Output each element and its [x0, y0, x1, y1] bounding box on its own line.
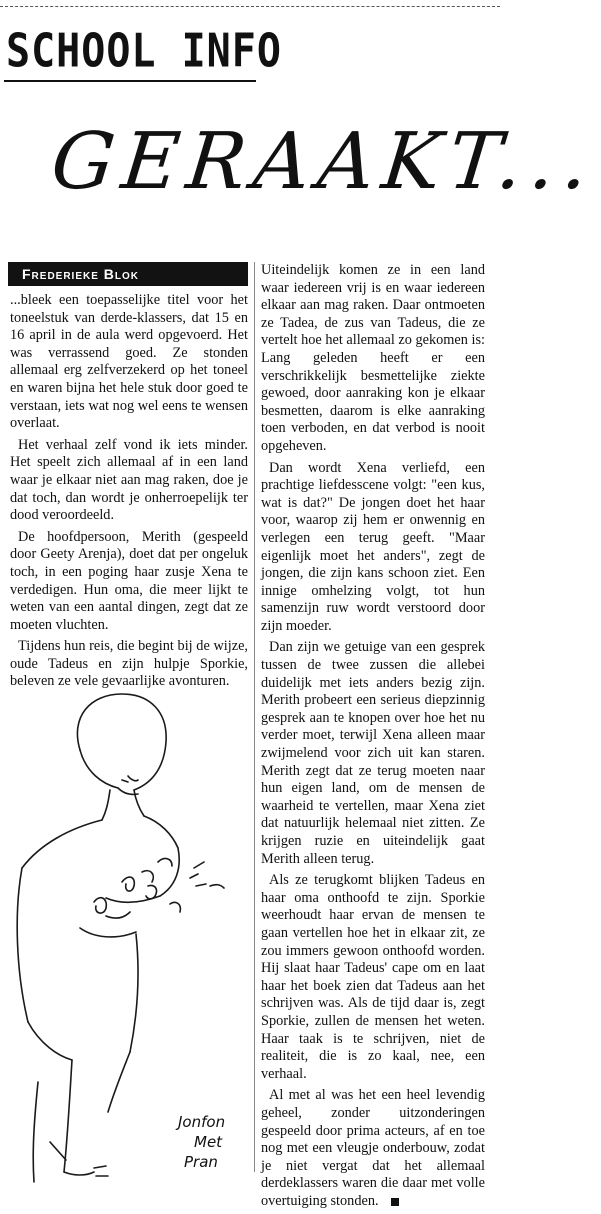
sketch-illustration [10, 672, 255, 1187]
artist-signature [172, 1112, 252, 1172]
author-name: Frederieke Blok [22, 266, 140, 282]
end-of-article-mark [391, 1198, 399, 1206]
paragraph: Dan wordt Xena verliefd, een prachtige liefdesscene volgt: "een kus, wat is dat?" De jongen doet het haar voor, waarop zij hem er onwennig en verlegen een terug geeft. "Maar eigenlijk moet het anders", zegt de jongen, die zijn kans schoon ziet. Een innige omhelzing volgt, tot hun samenzijn ruw wordt verstoord door zijn moeder. [261, 459, 485, 634]
paragraph-text: Al met al was het een heel levendig geheel, zonder uitzonderingen gespeeld door prima acteurs, af en toe nog met een vleugje onderbouw, zodat je niet vergat dat het allemaal derdeklassers waren die daar met volle overtuiging stonden. [261, 1087, 485, 1209]
paragraph [261, 1087, 485, 1210]
paragraph: ...bleek een toepasselijke titel voor het toneelstuk van derde-klassers, dat 15 en 16 april in de aula werd opgevoerd. Het was verrassend goed. Ze stonden allemaal erg zelfverzekerd op het toneel en waren bijna het hele stuk door goed te verstaan, iets wat nog wel eens te wensen overlaat. [10, 292, 248, 432]
left-column [10, 292, 248, 695]
paragraph: Tijdens hun reis, die begint bij de wijze, oude Tadeus en zijn hulpje Sporkie, beleven ze vele gevaarlijke avonturen. [10, 638, 248, 690]
section-title: SCHOOL INFO [6, 24, 282, 78]
article-headline: GERAAKT... [47, 117, 601, 207]
author-byline [8, 262, 248, 286]
signature-line: Pran [184, 1153, 218, 1171]
paragraph: Als ze terugkomt blijken Tadeus en haar oma onthoofd te zijn. Sporkie weerhoudt haar ervan de mensen te gaan vertellen hoe het in elkaar zit, ze zou immers gewoon onthoofd worden. Hij slaat haar Tadeus' cape om en laat haar het boek zien dat Tadeus aan het schrijven was. Als de tijd daar is, zegt Sporkie, zullen de mensen het weten. Haar taak is te schrijven, niet de realiteit, die is zo kaal, nee, een verhaal. [261, 872, 485, 1082]
signature-line: Met [194, 1133, 223, 1151]
paragraph: Dan zijn we getuige van een gesprek tussen de twee zussen die allebei duidelijk met iets anders bezig zijn. Merith probeert een serieus diepzinnig gesprek aan te knopen over hoe het nu verder moet, terwijl Xena alleen maar zwijmelend voor zich uit kan staren. Merith zegt dat ze terug moeten naar hun eigen land, om de mensen de waarheid te vertellen, maar Xena ziet dat natuurlijk helemaal niet zitten. Ze krijgen ruzie en uiteindelijk gaat Merith alleen terug. [261, 639, 485, 867]
paragraph: Uiteindelijk komen ze in een land waar iedereen vrij is en waar iedereen elkaar aan mag raken. Daar ontmoeten ze Tadea, de zus van Tadeus, die ze vertelt hoe het allemaal zo gekomen is: Lang geleden heeft er een verschrikkelijk besmettelijke ziekte gewoed, door aanraking kon je elkaar besmetten, daarom is elke aanraking toen verboden, en dat verbod is nooit opgeheven. [261, 262, 485, 454]
right-column [261, 262, 485, 1214]
section-title-underline [4, 80, 256, 82]
paragraph: Het verhaal zelf vond ik iets minder. Het speelt zich allemaal af in een land waar je elkaar niet aan mag raken, doe je dat toch, dan wordt je onherroepelijk ter dood veroordeeld. [10, 436, 248, 524]
top-dashed-rule [0, 6, 500, 7]
paragraph: De hoofdpersoon, Merith (gespeeld door Geety Arenja), doet dat per ongeluk toch, in een poging haar zusje Xena te verdedigen. Hun oma, die meer lijkt te weten van een aantal dingen, zegt dat ze moeten vluchten. [10, 528, 248, 633]
signature-line: Jonfon [178, 1113, 226, 1131]
